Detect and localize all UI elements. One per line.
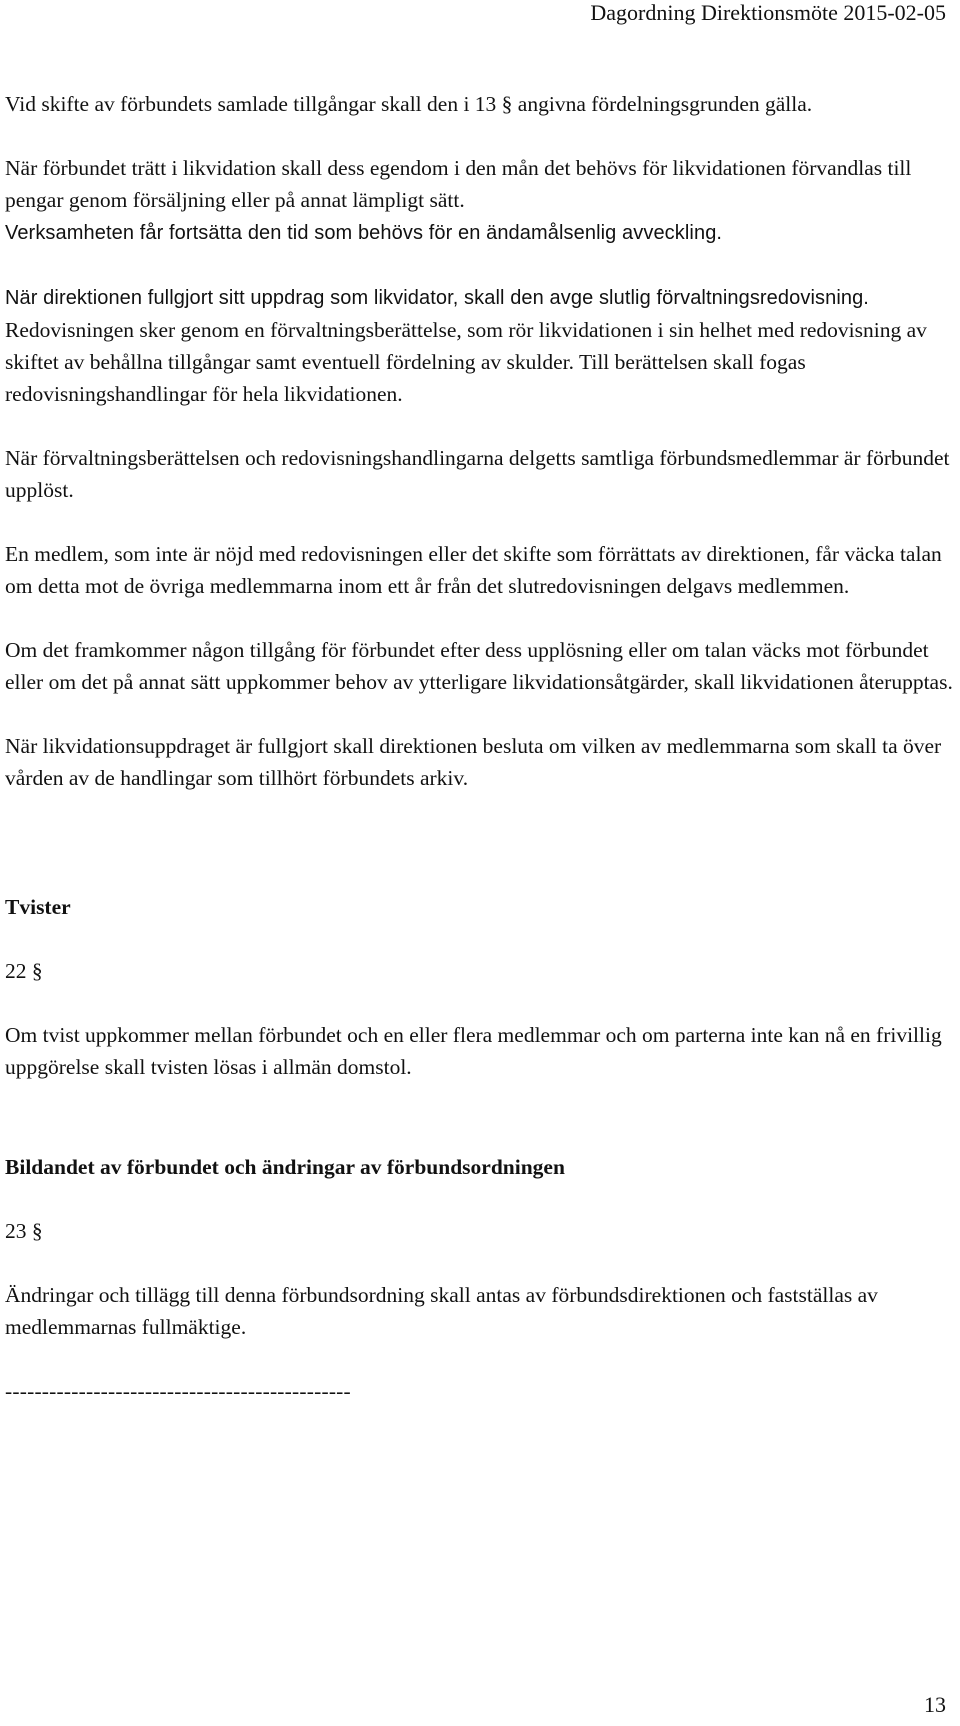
paragraph-final-report-attachments: Till berättelsen skall fogas redovisningshandlingar för hela likvidationen. [5,350,806,406]
paragraph-liquidation-assets [5,152,955,249]
page-number: 13 [924,1692,946,1717]
paragraph-resumed-liquidation: Om det framkommer någon tillgång för förbundet efter dess upplösning eller om talan väcks mot förbundet eller om det på annat sätt uppkommer behov av ytterligare likvidationsåtgärder, skall likvidationen återupptas. [5,638,953,694]
paragraph-final-report [5,281,955,410]
paragraph-liquidation-assets-text: När förbundet trätt i likvidation skall dess egendom i den mån det behövs för likvidationen förvandlas till pengar genom försäljning eller på annat lämpligt sätt. [5,156,912,212]
paragraph-final-report-intro: När direktionen fullgjort sitt uppdrag som likvidator, skall den avge slutlig förvaltningsredovisning. [5,287,869,309]
section-sign-icon: § [31,1219,43,1243]
paragraph-member-claim: En medlem, som inte är nöjd med redovisningen eller det skifte som förrättats av direktionen, får väcka talan om detta mot de övriga medlemmarna inom ett år från det slutredovisningen delgavs medlemmen. [5,542,942,598]
paragraph-final-report-body: Redovisningen sker genom en förvaltningsberättelse, som rör likvidationen i sin helhet med redovisning av skiftet av behållna tillgångar samt eventuell fördelning av skulder. [5,318,927,374]
paragraph-amendments: Ändringar och tillägg till denna förbundsordning skall antas av förbundsdirektionen och fastställas av medlemmarnas fullmäktige. [5,1283,878,1339]
paragraph-asset-distribution: Vid skifte av förbundets samlade tillgångar skall den i 13 § angivna fördelningsgrunden gälla. [5,92,813,116]
separator-line: ----------------------------------------------- [5,1379,351,1403]
paragraph-liquidation-continuation: Verksamheten får fortsätta den tid som behövs för en ändamålsenlig avveckling. [5,222,723,244]
section-heading-disputes: Tvister [5,895,71,919]
spacer [5,794,955,860]
section-number-value: 22 [5,959,27,983]
paragraph-dissolution: När förvaltningsberättelsen och redovisningshandlingarna delgetts samtliga förbundsmedlemmar är förbundet upplöst. [5,446,950,502]
section-heading-formation: Bildandet av förbundet och ändringar av förbundsordningen [5,1155,565,1179]
document-body [5,88,955,1407]
section-number-22 [5,955,955,987]
section-number-23 [5,1215,955,1247]
section-sign-icon: § [31,959,43,983]
spacer [5,860,955,891]
paragraph-archive: När likvidationsuppdraget är fullgjort skall direktionen besluta om vilken av medlemmarna som skall ta över vården av de handlingar som tillhört förbundets arkiv. [5,734,942,790]
section-number-value: 23 [5,1219,27,1243]
document-header: Dagordning Direktionsmöte 2015-02-05 [590,0,946,25]
spacer [5,1083,955,1151]
paragraph-disputes: Om tvist uppkommer mellan förbundet och en eller flera medlemmar och om parterna inte kan nå en frivillig uppgörelse skall tvisten lösas i allmän domstol. [5,1023,942,1079]
